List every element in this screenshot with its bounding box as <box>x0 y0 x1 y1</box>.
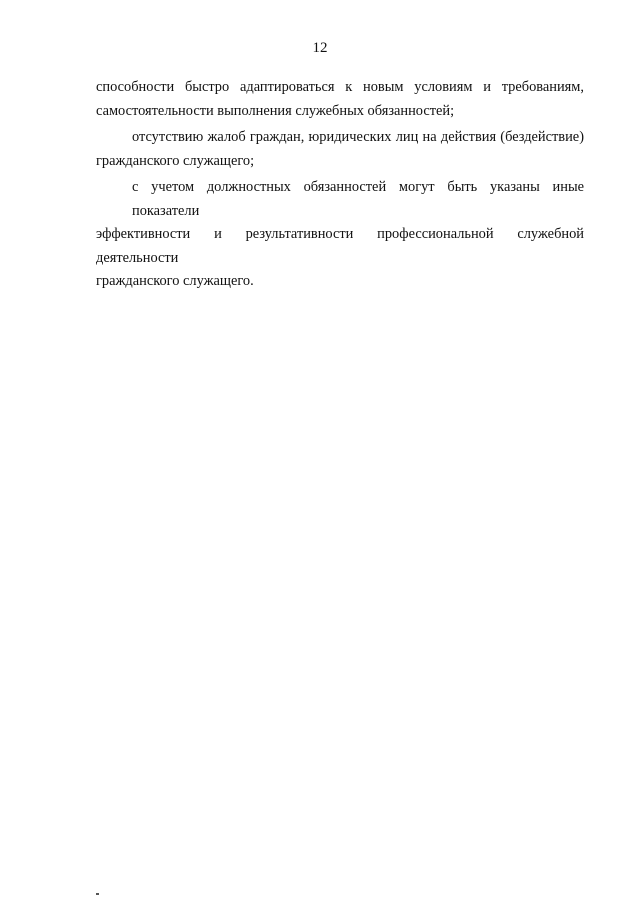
paragraph-line: способности быстро адаптироваться к новым условиям и требованиям, <box>96 79 584 95</box>
paragraph-other-indicators <box>96 176 584 294</box>
paragraph-line: гражданского служащего. <box>96 273 254 289</box>
scan-speck <box>96 893 99 895</box>
document-body <box>96 76 584 297</box>
paragraph-no-complaints <box>96 126 584 173</box>
paragraph-line: с учетом должностных обязанностей могут быть указаны иные показатели <box>132 179 584 219</box>
paragraph-line: гражданского служащего; <box>96 152 255 169</box>
paragraph-line: эффективности и результативности профессиональной служебной деятельности <box>96 226 584 266</box>
paragraph-line: отсутствию жалоб граждан, юридических лиц на действия (бездействие) <box>132 129 584 145</box>
paragraph-line: самостоятельности выполнения служебных обязанностей; <box>96 102 455 119</box>
page-number: 12 <box>312 40 328 56</box>
paragraph-adaptability <box>96 76 584 123</box>
